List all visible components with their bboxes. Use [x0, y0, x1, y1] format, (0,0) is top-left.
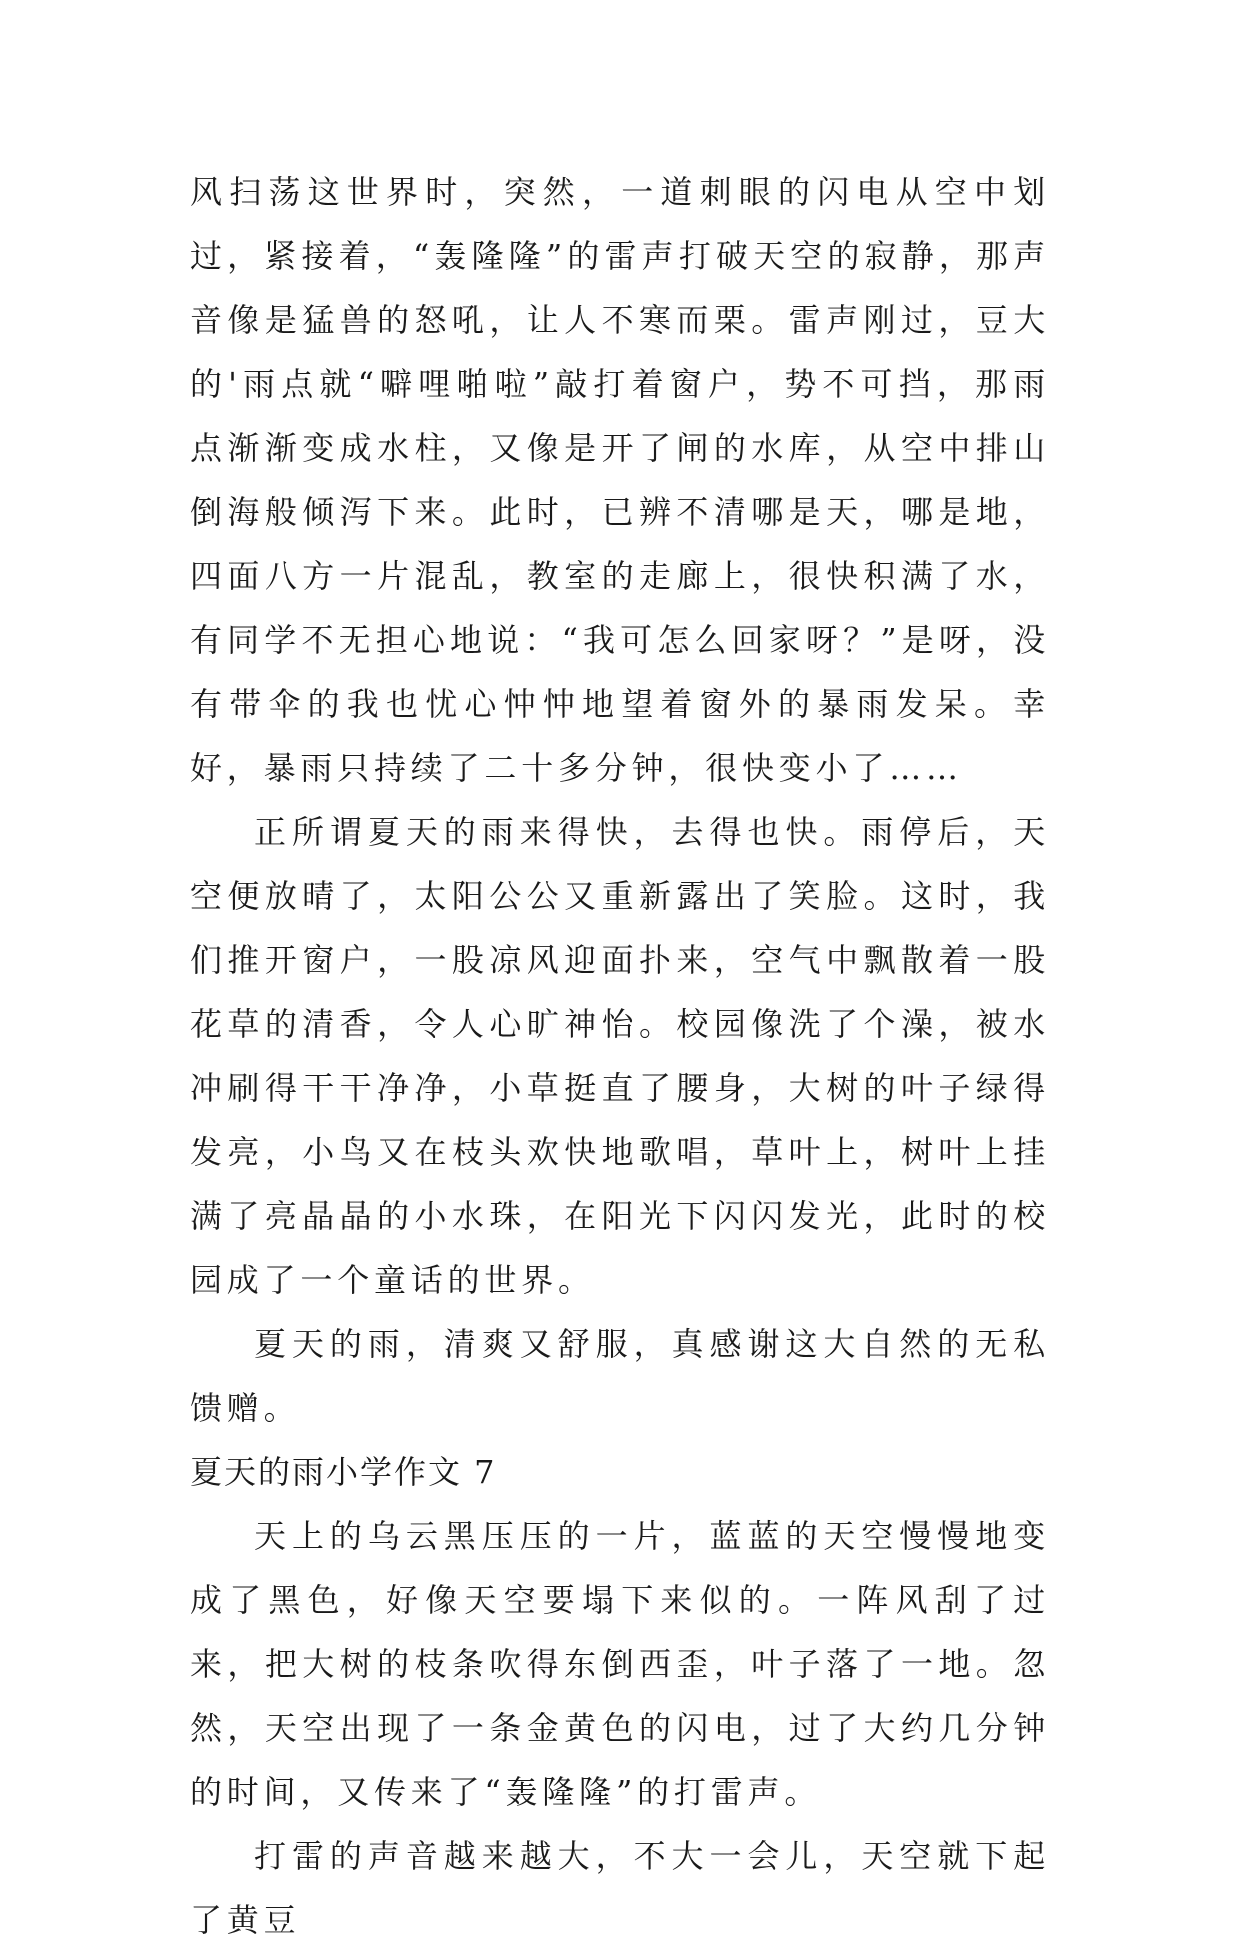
paragraph-storm: 风扫荡这世界时，突然，一道刺眼的闪电从空中划过，紧接着，“轰隆隆”的雷声打破天空的寂静，那声音像是猛兽的怒吼，让人不寒而栗。雷声刚过，豆大的'雨点就“噼哩啪啦”敲打着窗户，势不可挡，那雨点渐渐变成水柱，又像是开了闸的水库，从空中排山倒海般倾泻下来。此时，已辨不清哪是天，哪是地，四面八方一片混乱，教室的走廊上，很快积满了水，有同学不无担心地说：“我可怎么回家呀？”是呀，没有带伞的我也忧心忡忡地望着窗外的暴雨发呆。幸好，暴雨只持续了二十多分钟，很快变小了…… [190, 173, 1050, 787]
paragraph-conclusion: 夏天的雨，清爽又舒服，真感谢这大自然的无私馈赠。 [190, 1325, 1050, 1427]
essay-title: 夏天的雨小学作文 7 [190, 1453, 497, 1491]
document-page [190, 160, 1050, 1952]
paragraph-dark-clouds: 天上的乌云黑压压的一片，蓝蓝的天空慢慢地变成了黑色，好像天空要塌下来似的。一阵风刮了过来，把大树的枝条吹得东倒西歪，叶子落了一地。忽然，天空出现了一条金黄色的闪电，过了大约几分钟的时间，又传来了“轰隆隆”的打雷声。 [190, 1517, 1050, 1811]
paragraph-thunder: 打雷的声音越来越大，不大一会儿，天空就下起了黄豆 [190, 1837, 1050, 1939]
paragraph-after-rain: 正所谓夏天的雨来得快，去得也快。雨停后，天空便放晴了，太阳公公又重新露出了笑脸。这时，我们推开窗户，一股凉风迎面扑来，空气中飘散着一股花草的清香，令人心旷神怡。校园像洗了个澡，被水冲刷得干干净净，小草挺直了腰身，大树的叶子绿得发亮，小鸟又在枝头欢快地歌唱，草叶上，树叶上挂满了亮晶晶的小水珠，在阳光下闪闪发光，此时的校园成了一个童话的世界。 [190, 813, 1050, 1299]
